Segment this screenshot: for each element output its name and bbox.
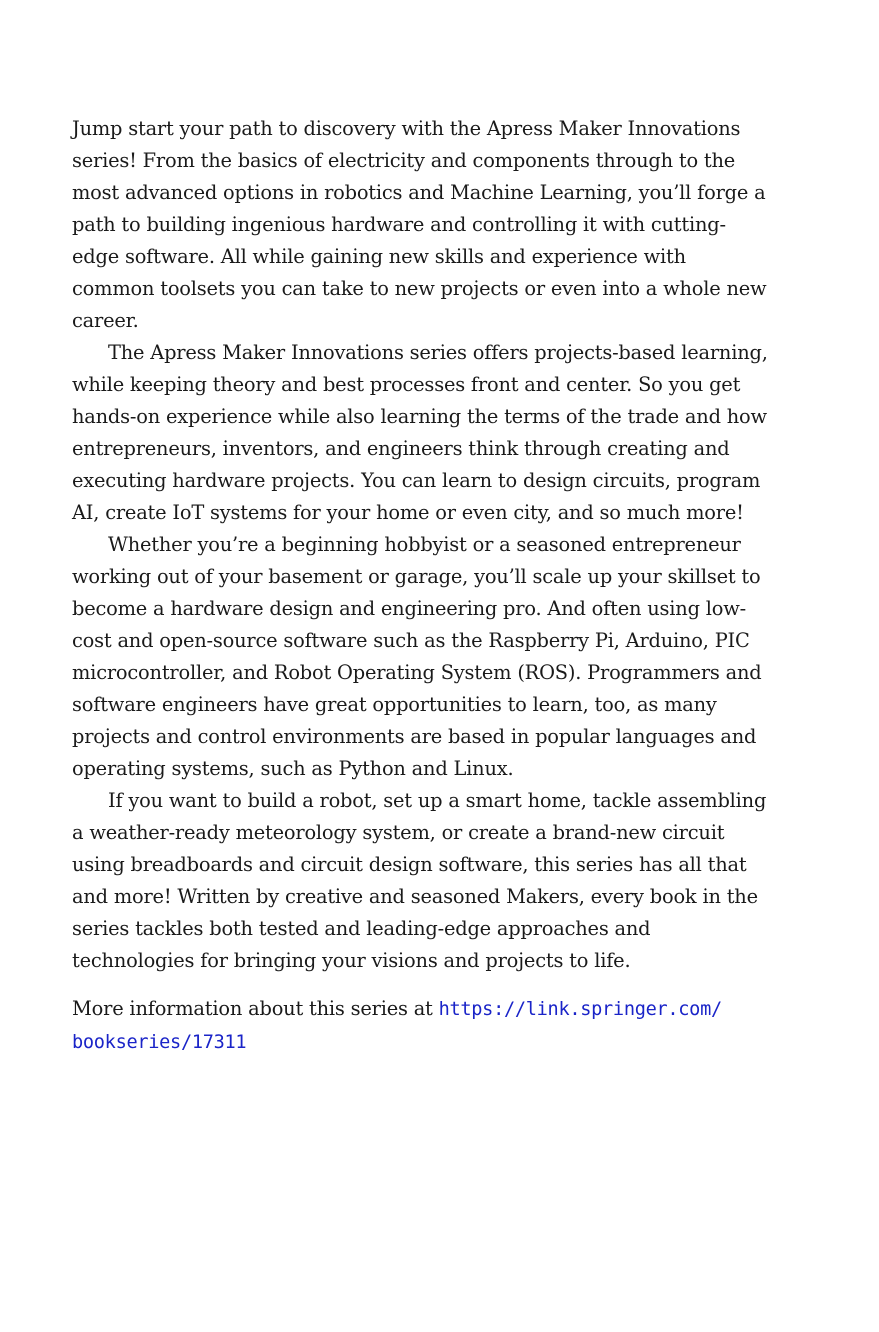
paragraph-projects-based: The Apress Maker Innovations series offers projects-based learning, while keeping theory and best processes front and center. So you get hands-on experience while also learning the terms of the trade and how entrepreneurs, inventors, and engineers think through creating and executing hardware projects. You can learn to design circuits, program AI, create IoT systems for your home or even city, and so much more! [72,341,768,524]
page-body [72,113,772,1059]
paragraph-hobbyist: Whether you’re a beginning hobbyist or a seasoned entrepreneur working out of your basement or garage, you’ll scale up your skillset to become a hardware design and engineering pro. And often using low-cost and open-source software such as the Raspberry Pi, Arduino, PIC microcontroller, and Robot Operating System (ROS). Programmers and software engineers have great opportunities to learn, too, as many projects and control environments are based in popular languages and operating systems, such as Python and Linux. [72,533,762,780]
series-link-part2: bookseries/17311 [72,1032,247,1053]
series-link-part1: https://link.springer.com/ [438,999,722,1020]
more-info-line [72,993,772,1059]
paragraph-robot: If you want to build a robot, set up a smart home, tackle assembling a weather-ready meteorology system, or create a brand-new circuit using breadboards and circuit design software, this series has all that and more! Written by creative and seasoned Makers, every book in the series tackles both tested and leading-edge approaches and technologies for bringing your visions and projects to life. [72,789,767,972]
paragraph-intro: Jump start your path to discovery with the Apress Maker Innovations series! From the basics of electricity and components through to the most advanced options in robotics and Machine Learning, you’ll forge a path to building ingenious hardware and controlling it with cutting-edge software. All while gaining new skills and experience with common toolsets you can take to new projects or even into a whole new career. [72,117,767,332]
more-info-prefix: More information about this series at [72,997,439,1020]
